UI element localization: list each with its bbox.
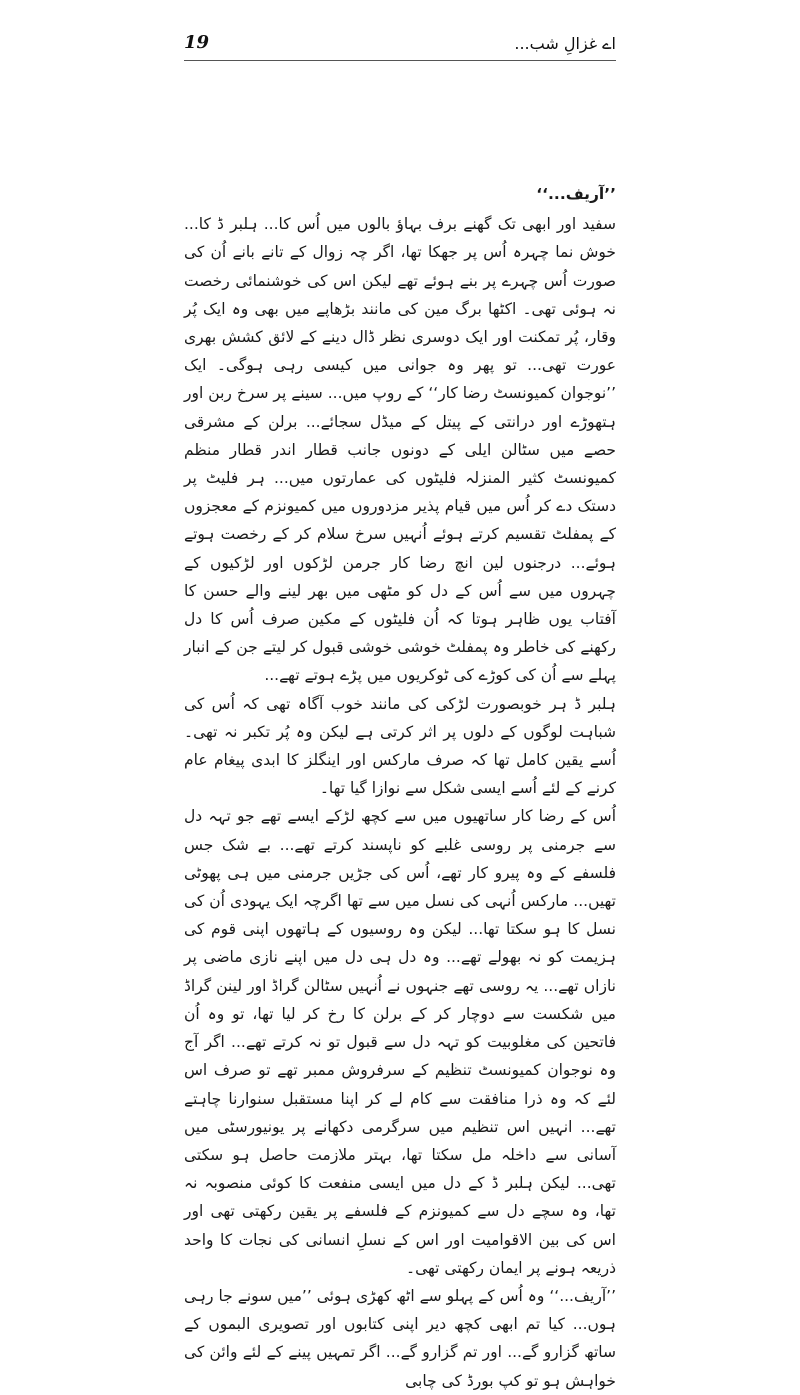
paragraph-1: سفید اور ابھی تک گھنے برف بہاؤ بالوں میں اُس کا... ہلبر ڈ کا... خوش نما چہرہ اُس پر جھکا تھا، اگر چہ زوال کے تانے بانے اُن کی صورت اُس چہرے پر بنے ہوئے تھے لیکن اس کی خوشنمائی رخصت نہ ہوئی تھی۔ اکٹھا برگ مین کی مانند بڑھاپے میں بھی وہ ایک پُر وقار، پُر تمکنت اور ایک دوسری نظر ڈال دینے کے لائق کشش بھری عورت تھی... تو پھر وہ جوانی میں کیسی رہی ہوگی۔ ایک ’’نوجوان کمیونسٹ رضا کار‘‘ کے روپ میں... سینے پر سرخ ربن اور ہتھوڑے اور درانتی کے پیتل کے میڈل سجائے... برلن کے مشرقی حصے میں سٹالن ایلی کے دونوں جانب قطار اندر قطار منظم کمیونسٹ کثیر المنزلہ فلیٹوں کی عمارتوں میں... ہر فلیٹ پر دستک دے کر اُس میں قیام پذیر مزدوروں میں کمیونزم کے معجزوں کے پمفلٹ تقسیم کرتے ہوئے اُنہیں سرخ سلام کر کے رخصت ہوتے ہوئے... درجنوں لین انچ رضا کار جرمن لڑکوں اور لڑکیوں کے چہروں میں سے اُس کے دل کو مٹھی میں بھر لینے والے حسن کا آفتاب یوں ظاہر ہوتا کہ اُن فلیٹوں کے مکین صرف اُس کا دل رکھنے کی خاطر وہ پمفلٹ خوشی خوشی قبول کر لیتے جن کے انبار پہلے سے اُن کی کوڑے کی ٹوکریوں میں پڑے ہوتے تھے... bbox=[184, 215, 616, 685]
header-rule bbox=[184, 60, 616, 61]
running-title: اے غزالِ شب... bbox=[514, 34, 616, 53]
body-text bbox=[184, 180, 616, 1395]
paragraph-2: ہلبر ڈ ہر خوبصورت لڑکی کی مانند خوب آگاہ تھی کہ اُس کی شباہت لوگوں کے دلوں پر اثر کرتی ہے لیکن وہ پُر تکبر نہ تھی۔ اُسے یقین کامل تھا کہ صرف مارکس اور اینگلز کا ابدی پیغام عام کرنے کے لئے اُسے ایسی شکل سے نوازا گیا تھا۔ bbox=[184, 694, 616, 798]
paragraph-4: ’’آریف...‘‘ وہ اُس کے پہلو سے اٹھ کھڑی ہوئی ’’میں سونے جا رہی ہوں... کیا تم ابھی کچھ دیر اپنی کتابوں اور تصویری البموں کے ساتھ گزارو گے... اور تم گزارو گے... اگر تمہیں پینے کے لئے وائن کی خواہش ہو تو کپ بورڈ کی چابی bbox=[184, 1286, 616, 1390]
paragraph-3: اُس کے رضا کار ساتھیوں میں سے کچھ لڑکے ایسے تھے جو تہہ دل سے جرمنی پر روسی غلبے کو ناپسند کرتے تھے... بے شک جس فلسفے کے وہ پیرو کار تھے، اُس کی جڑیں جرمنی میں ہی پھوٹی تھیں... مارکس اُنہی کی نسل میں سے تھا اگرچہ ایک یہودی اُن کی نسل کا ہو سکتا تھا... لیکن وہ روسیوں کے ہاتھوں اپنی قوم کی ہزیمت کو نہ بھولے تھے... وہ دل ہی دل میں اپنے نازی ماضی پر نازاں تھے... یہ روسی تھے جنہوں نے اُنہیں سٹالن گراڈ اور لینن گراڈ میں شکست سے دوچار کر کے برلن کا رخ کر لیا تھا، تو وہ اُن فاتحین کی مغلوبیت کو تہہ دل سے قبول تو نہ کرتے تھے... اگر آج وہ نوجوان کمیونسٹ تنظیم کے سرفروش ممبر تھے تو صرف اس لئے کہ وہ ذرا منافقت سے کام لے کر اپنا مستقبل سنوارنا چاہتے تھے... انہیں اس تنظیم میں سرگرمی دکھانے پر یونیورسٹی میں آسانی سے داخلہ مل سکتا تھا، بہتر ملازمت حاصل ہو سکتی تھی... لیکن ہلبر ڈ کے دل میں ایسی منفعت کا کوئی منصوبہ نہ تھا، وہ سچے دل سے کمیونزم کے فلسفے پر یقین رکھتی تھی اور اس کی بین الاقوامیت اور اس کے نسلِ انسانی کی نجات کا واحد ذریعہ ہونے پر ایمان رکھتی تھی۔ bbox=[184, 807, 616, 1277]
page-number: 19 bbox=[184, 32, 210, 53]
section-heading: ’’آریف...‘‘ bbox=[536, 185, 616, 203]
